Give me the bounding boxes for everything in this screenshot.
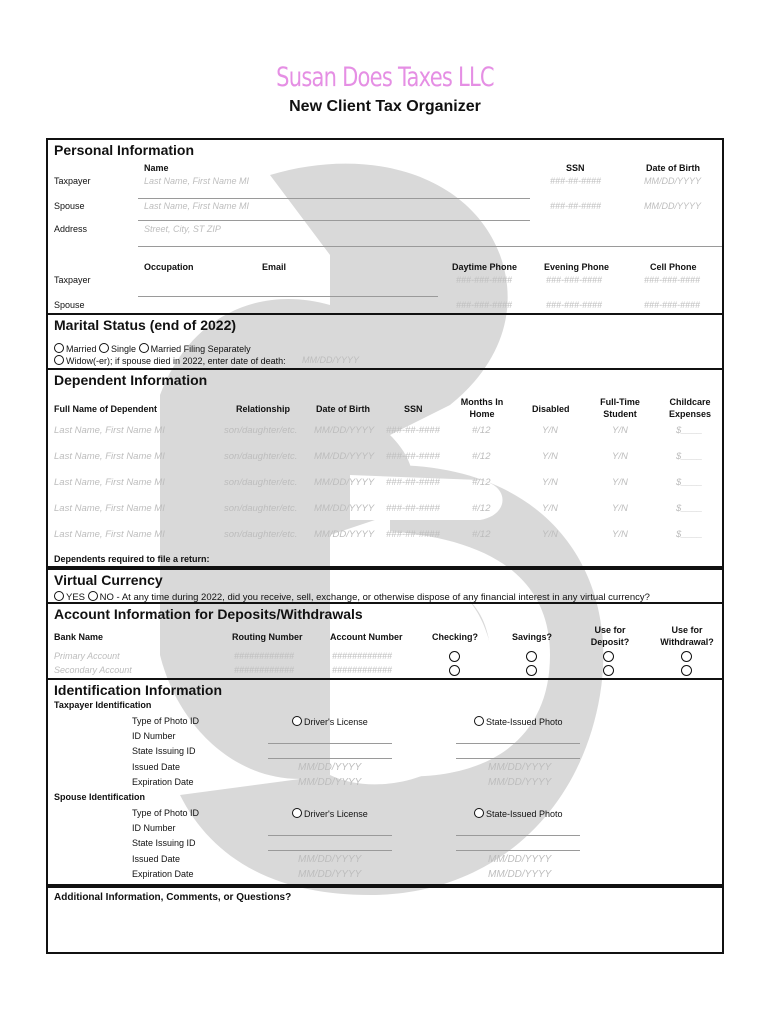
secondary-bank-field[interactable]: Secondary Account (54, 665, 132, 675)
spouse-cell-phone[interactable]: ###-###-#### (644, 300, 701, 310)
section-title: Identification Information (54, 682, 222, 698)
taxpayer-drivers-license-option[interactable]: Driver's License (292, 716, 368, 727)
primary-savings-radio[interactable] (526, 651, 537, 662)
taxpayer-id-number-label: ID Number (132, 731, 176, 741)
dep-childcare-field[interactable]: $____ (676, 477, 703, 488)
spouse-issued-state-field[interactable]: MM/DD/YYYY (488, 854, 552, 865)
dep-name-field[interactable]: Last Name, First Name MI (54, 529, 165, 540)
secondary-routing-field[interactable]: ############ (234, 665, 295, 675)
taxpayer-daytime-phone[interactable]: ###-###-#### (456, 275, 513, 285)
section-title: Dependent Information (54, 372, 208, 388)
dep-childcare-field[interactable]: $____ (676, 451, 703, 462)
spouse-issued-label: Issued Date (132, 854, 181, 864)
dep-childcare-field[interactable]: $____ (676, 425, 703, 436)
address-field[interactable]: Street, City, ST ZIP (144, 224, 221, 234)
daytime-phone-header: Daytime Phone (452, 262, 518, 272)
dep-student-field[interactable]: Y/N (612, 451, 628, 462)
dep-childcare-field[interactable]: $____ (676, 503, 703, 514)
spouse-issued-dl-field[interactable]: MM/DD/YYYY (298, 854, 362, 865)
dep-student-field[interactable]: Y/N (612, 425, 628, 436)
dep-ssn-field[interactable]: ###-##-#### (386, 529, 440, 540)
dep-months-field[interactable]: #/12 (472, 503, 491, 514)
dep-dob-field[interactable]: MM/DD/YYYY (314, 503, 375, 514)
dep-relationship-header: Relationship (236, 404, 291, 414)
taxpayer-label-2: Taxpayer (54, 275, 91, 285)
spouse-drivers-license-option[interactable]: Driver's License (292, 808, 368, 819)
dep-dob-field[interactable]: MM/DD/YYYY (314, 425, 375, 436)
dependent-row (48, 495, 722, 521)
additional-information-section[interactable] (46, 886, 724, 954)
single-label: Single (111, 344, 137, 354)
primary-bank-field[interactable]: Primary Account (54, 651, 120, 661)
marital-options-row (54, 343, 251, 354)
single-radio[interactable] (99, 343, 109, 353)
brand-title: Susan Does Taxes LLC (276, 62, 494, 93)
identification-information-section (46, 680, 724, 886)
state-photo-radio[interactable] (474, 808, 484, 818)
use-for-deposit-header: Use for Deposit? (590, 625, 630, 647)
mfs-label: Married Filing Separately (150, 344, 251, 354)
drivers-license-radio[interactable] (292, 716, 302, 726)
section-title: Personal Information (54, 142, 195, 158)
dep-months-header: Months In Home (460, 397, 504, 419)
account-number-header: Account Number (330, 632, 403, 642)
dep-ssn-field[interactable]: ###-##-#### (386, 477, 440, 488)
section-title: Virtual Currency (54, 572, 163, 588)
secondary-withdrawal-radio[interactable] (681, 665, 692, 676)
virtual-currency-section (46, 568, 724, 604)
dep-dob-header: Date of Birth (316, 404, 370, 414)
secondary-checking-radio[interactable] (449, 665, 460, 676)
no-radio[interactable] (88, 591, 98, 601)
cell-phone-header: Cell Phone (650, 262, 697, 272)
dependent-information-section (46, 370, 724, 568)
taxpayer-expiration-dl-field[interactable]: MM/DD/YYYY (298, 777, 362, 788)
no-label: NO (99, 592, 114, 603)
dep-disabled-header: Disabled (532, 404, 570, 414)
widow-label: Widow(-er); if spouse died in 2022, enter date of death: (66, 356, 286, 366)
dep-relationship-field[interactable]: son/daughter/etc. (224, 451, 298, 462)
taxpayer-identification-label: Taxpayer Identification (54, 700, 152, 710)
dep-disabled-field[interactable]: Y/N (542, 529, 558, 540)
taxpayer-state-photo-option[interactable]: State-Issued Photo (474, 716, 563, 727)
section-title: Account Information for Deposits/Withdrawals (54, 606, 363, 622)
personal-information-section (46, 138, 724, 315)
primary-checking-radio[interactable] (449, 651, 460, 662)
widow-date-field[interactable]: MM/DD/YYYY (302, 355, 360, 365)
dep-relationship-field[interactable]: son/daughter/etc. (224, 425, 298, 436)
taxpayer-evening-phone[interactable]: ###-###-#### (546, 275, 603, 285)
primary-withdrawal-radio[interactable] (681, 651, 692, 662)
spouse-label-2: Spouse (54, 300, 85, 310)
taxpayer-label: Taxpayer (54, 176, 91, 186)
taxpayer-dob-field[interactable]: MM/DD/YYYY (644, 176, 702, 186)
checking-header: Checking? (432, 632, 479, 642)
dependent-row (48, 469, 722, 495)
additional-information-title: Additional Information, Comments, or Questions? (54, 892, 292, 903)
dep-student-field[interactable]: Y/N (612, 529, 628, 540)
dep-ssn-field[interactable]: ###-##-#### (386, 425, 440, 436)
spouse-label: Spouse (54, 201, 85, 211)
dependent-row (48, 521, 722, 547)
spouse-expiration-label: Expiration Date (132, 869, 194, 879)
dob-header: Date of Birth (646, 163, 700, 173)
dependent-row (48, 443, 722, 469)
page-title: New Client Tax Organizer (289, 98, 481, 115)
dependents-required-label: Dependents required to file a return: (54, 554, 210, 564)
taxpayer-type-label: Type of Photo ID (132, 716, 200, 726)
email-header: Email (262, 262, 287, 272)
dep-disabled-field[interactable]: Y/N (542, 503, 558, 514)
spouse-identification-label: Spouse Identification (54, 792, 146, 802)
spouse-expiration-dl-field[interactable]: MM/DD/YYYY (298, 869, 362, 880)
yes-label: YES (66, 592, 86, 603)
marital-status-section (46, 315, 724, 370)
primary-account-field[interactable]: ############ (332, 651, 393, 661)
routing-number-header: Routing Number (232, 632, 303, 642)
taxpayer-cell-phone[interactable]: ###-###-#### (644, 275, 701, 285)
spouse-ssn-field[interactable]: ###-##-#### (550, 201, 602, 211)
spouse-state-photo-option[interactable]: State-Issued Photo (474, 808, 563, 819)
spouse-id-number-label: ID Number (132, 823, 176, 833)
taxpayer-issued-dl-field[interactable]: MM/DD/YYYY (298, 762, 362, 773)
dep-disabled-field[interactable]: Y/N (542, 477, 558, 488)
yes-radio[interactable] (54, 591, 64, 601)
taxpayer-issued-label: Issued Date (132, 762, 181, 772)
dep-name-header: Full Name of Dependent (54, 404, 158, 414)
dep-name-field[interactable]: Last Name, First Name MI (54, 503, 165, 514)
dep-disabled-field[interactable]: Y/N (542, 425, 558, 436)
section-title: Marital Status (end of 2022) (54, 317, 237, 333)
widow-row (54, 355, 286, 366)
taxpayer-state-label: State Issuing ID (132, 746, 196, 756)
use-for-withdrawal-header: Use for Withdrawal? (660, 625, 714, 647)
dep-childcare-header: Childcare Expenses (668, 397, 712, 419)
occupation-header: Occupation (144, 262, 194, 272)
savings-header: Savings? (512, 632, 553, 642)
widow-radio[interactable] (54, 355, 64, 365)
drivers-license-radio[interactable] (292, 808, 302, 818)
spouse-expiration-state-field[interactable]: MM/DD/YYYY (488, 869, 552, 880)
taxpayer-expiration-state-field[interactable]: MM/DD/YYYY (488, 777, 552, 788)
dep-ssn-field[interactable]: ###-##-#### (386, 451, 440, 462)
spouse-dob-field[interactable]: MM/DD/YYYY (644, 201, 702, 211)
spouse-name-field[interactable]: Last Name, First Name MI (144, 201, 250, 211)
dep-ssn-header: SSN (404, 404, 423, 414)
dep-ssn-field[interactable]: ###-##-#### (386, 503, 440, 514)
dep-name-field[interactable]: Last Name, First Name MI (54, 425, 165, 436)
dep-dob-field[interactable]: MM/DD/YYYY (314, 477, 375, 488)
secondary-account-field[interactable]: ############ (332, 665, 393, 675)
dep-dob-field[interactable]: MM/DD/YYYY (314, 529, 375, 540)
ssn-header: SSN (566, 163, 585, 173)
taxpayer-ssn-field[interactable]: ###-##-#### (550, 176, 602, 186)
virtual-currency-question: - At any time during 2022, did you receive, sell, exchange, or otherwise dispose of any financial interest in any virtual currency? (116, 592, 650, 603)
evening-phone-header: Evening Phone (544, 262, 610, 272)
dep-months-field[interactable]: #/12 (472, 425, 491, 436)
state-photo-radio[interactable] (474, 716, 484, 726)
married-label: Married (66, 344, 97, 354)
primary-deposit-radio[interactable] (603, 651, 614, 662)
taxpayer-expiration-label: Expiration Date (132, 777, 194, 787)
name-header: Name (144, 163, 169, 173)
dep-student-field[interactable]: Y/N (612, 503, 628, 514)
dep-dob-field[interactable]: MM/DD/YYYY (314, 451, 375, 462)
secondary-deposit-radio[interactable] (603, 665, 614, 676)
virtual-currency-question-row (54, 591, 650, 603)
spouse-state-label: State Issuing ID (132, 838, 196, 848)
dep-months-field[interactable]: #/12 (472, 451, 491, 462)
dep-relationship-field[interactable]: son/daughter/etc. (224, 477, 298, 488)
mfs-radio[interactable] (139, 343, 149, 353)
married-radio[interactable] (54, 343, 64, 353)
address-label: Address (54, 224, 88, 234)
dep-childcare-field[interactable]: $____ (676, 529, 703, 540)
primary-routing-field[interactable]: ############ (234, 651, 295, 661)
bank-name-header: Bank Name (54, 632, 104, 642)
dependent-row (48, 417, 722, 443)
spouse-daytime-phone[interactable]: ###-###-#### (456, 300, 513, 310)
secondary-savings-radio[interactable] (526, 665, 537, 676)
spouse-evening-phone[interactable]: ###-###-#### (546, 300, 603, 310)
spouse-type-label: Type of Photo ID (132, 808, 200, 818)
dep-relationship-field[interactable]: son/daughter/etc. (224, 529, 298, 540)
account-information-section (46, 604, 724, 680)
dep-name-field[interactable]: Last Name, First Name MI (54, 451, 165, 462)
dep-disabled-field[interactable]: Y/N (542, 451, 558, 462)
taxpayer-name-field[interactable]: Last Name, First Name MI (144, 176, 250, 186)
dep-student-field[interactable]: Y/N (612, 477, 628, 488)
dep-months-field[interactable]: #/12 (472, 477, 491, 488)
dep-student-header: Full-Time Student (600, 397, 640, 419)
taxpayer-issued-state-field[interactable]: MM/DD/YYYY (488, 762, 552, 773)
dep-months-field[interactable]: #/12 (472, 529, 491, 540)
dep-relationship-field[interactable]: son/daughter/etc. (224, 503, 298, 514)
dep-name-field[interactable]: Last Name, First Name MI (54, 477, 165, 488)
